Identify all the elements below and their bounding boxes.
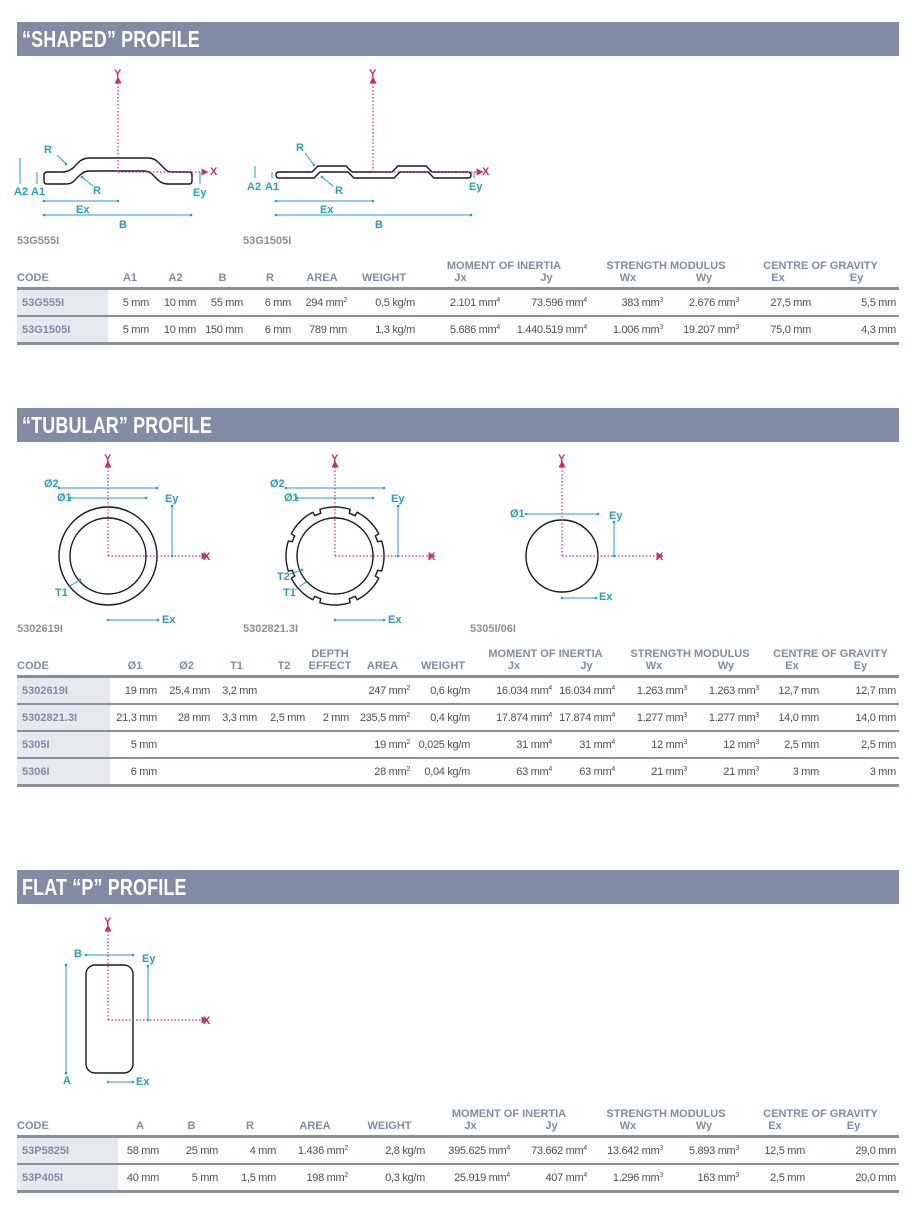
unit-exponent: 2: [343, 296, 347, 304]
cell-wx: 1.263 $mm^3$: [618, 677, 690, 705]
diagram-label: Ø1: [510, 508, 525, 520]
group-header-empty: [108, 260, 152, 272]
column-header-ex: Ex: [742, 1120, 808, 1137]
diagram-label: A2: [14, 186, 29, 198]
column-header-r: R: [246, 272, 294, 289]
group-header-empty: [17, 1108, 118, 1120]
cell-wy: 2.676 $mm^3$: [666, 289, 742, 317]
unit-exponent: 4: [611, 684, 615, 692]
cell-b: 5 mm: [162, 1164, 221, 1192]
diagram-label: Y: [104, 453, 112, 465]
product-code: 5302619I: [17, 677, 110, 705]
flat-profile-shape: [86, 965, 133, 1073]
diagram-label: X: [203, 551, 211, 563]
product-code: 5306I: [17, 758, 110, 786]
cell-t1: 3,2 mm: [213, 677, 260, 705]
column-header-area: AREA: [352, 660, 413, 677]
unit-exponent: 4: [583, 1144, 587, 1152]
cell-t1: [213, 731, 260, 758]
cell-a: 40 mm: [118, 1164, 162, 1192]
diagram-label: Ex: [320, 204, 334, 216]
cell-a2: 10 mm: [152, 289, 199, 317]
cell-a1: 5 mm: [108, 316, 152, 344]
group-header-moment-of-inertia: MOMENT OF INERTIA: [451, 1108, 567, 1120]
column-header-ø2: Ø2: [160, 660, 213, 677]
table-row: [17, 1137, 899, 1165]
column-header-wy: Wy: [666, 272, 742, 289]
table-row: [17, 1164, 899, 1192]
column-header-wx: Wx: [590, 272, 666, 289]
cell-jx: 395.625 $mm^4$: [428, 1137, 513, 1165]
diagram-label: B: [375, 219, 383, 231]
unit-exponent: 3: [735, 1171, 740, 1179]
cell-t1: [213, 758, 260, 786]
cell-weight: 0,025 kg/m: [413, 731, 473, 758]
diagram-label: Ey: [609, 510, 623, 522]
cell-wx: 1.006 $mm^3$: [590, 316, 666, 344]
column-header-jy: Jy: [555, 660, 618, 677]
group-header-strength-modulus: STRENGTH MODULUS: [630, 648, 750, 660]
column-header-weight: WEIGHT: [413, 660, 473, 677]
unit-exponent: 2: [406, 711, 410, 719]
column-header-ey: Ey: [822, 660, 899, 677]
group-header-strength-modulus: STRENGTH MODULUS: [606, 260, 726, 272]
table-row: [17, 677, 899, 705]
column-header-jy: Jy: [513, 1120, 590, 1137]
shaped-profile-table: [17, 260, 899, 345]
cell-jx: 25.919 $mm^4$: [428, 1164, 513, 1192]
unit-exponent: 2: [344, 1171, 348, 1179]
diagram-label: X: [203, 1015, 211, 1027]
diagram-label: 53G1505I: [243, 235, 292, 247]
column-header-code: CODE: [17, 1120, 118, 1137]
unit-exponent: 2: [406, 684, 410, 692]
group-header-empty: [199, 260, 246, 272]
diagram-label: R: [93, 185, 101, 197]
column-header-a: A: [118, 1120, 162, 1137]
unit-exponent: 4: [611, 711, 615, 719]
column-header-r: R: [221, 1120, 279, 1137]
unit-exponent: 4: [496, 323, 500, 331]
diagram-flat-p: [63, 916, 211, 1088]
cell-wx: 12 $mm^3$: [618, 731, 690, 758]
product-code: 53P405I: [17, 1164, 118, 1192]
column-header-ex: Ex: [762, 660, 822, 677]
cell-ø2: 25,4 mm: [160, 677, 213, 705]
column-header-jx: Jx: [428, 1120, 513, 1137]
unit-exponent: 3: [755, 711, 760, 719]
cell-b: 25 mm: [162, 1137, 221, 1165]
unit-exponent: 4: [506, 1144, 510, 1152]
group-header-row: [17, 648, 899, 660]
cell-ø1: 5 mm: [110, 731, 160, 758]
diagram-label: X: [656, 551, 664, 563]
diagram-label: A2: [247, 181, 262, 193]
diagram-label: T2: [277, 571, 290, 583]
cell-ø1: 21,3 mm: [110, 704, 160, 731]
table-row: [17, 731, 899, 758]
section-title: FLAT “P” PROFILE: [22, 874, 187, 900]
cell-weight: 1,3 kg/m: [350, 316, 418, 344]
cell-jy: 63 $mm^4$: [555, 758, 618, 786]
cell-ey: 5,5 mm: [814, 289, 899, 317]
column-header-t1: T1: [213, 660, 260, 677]
diagram-label: B: [119, 219, 127, 231]
column-header-jx: Jx: [473, 660, 555, 677]
cell-wy: 1.263 $mm^3$: [690, 677, 762, 705]
diagram-label: R: [335, 185, 343, 197]
group-header-empty: [413, 648, 473, 660]
cell-wy: 21 $mm^3$: [690, 758, 762, 786]
cell-ex: 27,5 mm: [742, 289, 814, 317]
cell-area: 247 $mm^2$: [352, 677, 413, 705]
column-header-ey: Ey: [808, 1120, 899, 1137]
unit-exponent: 4: [611, 738, 615, 746]
diagram-tubular-5302619I: [17, 453, 211, 635]
table-row: [17, 704, 899, 731]
cell-weight: 0,5 kg/m: [350, 289, 418, 317]
group-header-empty: [351, 1108, 428, 1120]
cell-t2: [260, 731, 308, 758]
cell-r: 6 mm: [246, 316, 294, 344]
cell-t2: [260, 677, 308, 705]
diagram-label: 53G555I: [17, 235, 60, 247]
group-header-empty: [246, 260, 294, 272]
unit-exponent: 2: [344, 1144, 348, 1152]
cell-weight: 0,04 kg/m: [413, 758, 473, 786]
diagram-label: 5305I/06I: [470, 623, 516, 635]
diagram-tubular-5305I-06I: [470, 453, 664, 635]
table-row: [17, 758, 899, 786]
diagram-label: B: [74, 948, 82, 960]
cell-ø1: 6 mm: [110, 758, 160, 786]
cell-ey: 14,0 mm: [822, 704, 899, 731]
cell-jx: 2.101 $mm^4$: [418, 289, 503, 317]
group-header-strength-modulus: STRENGTH MODULUS: [606, 1108, 726, 1120]
diagram-label: Ex: [76, 204, 90, 216]
column-header-b: B: [199, 272, 246, 289]
unit-exponent: 4: [506, 1171, 510, 1179]
cell-jx: 63 $mm^4$: [473, 758, 555, 786]
cell-jx: 5.686 $mm^4$: [418, 316, 503, 344]
cell-a1: 5 mm: [108, 289, 152, 317]
column-header-ey: Ey: [814, 272, 899, 289]
diagram-label: T1: [55, 587, 68, 599]
cell-jx: 17.874 $mm^4$: [473, 704, 555, 731]
cell-ø2: [160, 758, 213, 786]
cell-ex: 12,7 mm: [762, 677, 822, 705]
group-header-row: [17, 1108, 899, 1120]
unit-exponent: 4: [548, 711, 552, 719]
column-header-area: AREA: [279, 1120, 351, 1137]
cell-ex: 12,5 mm: [742, 1137, 808, 1165]
cell-jy: 73.662 $mm^4$: [513, 1137, 590, 1165]
unit-exponent: 4: [583, 296, 587, 304]
cell-effect: [308, 731, 352, 758]
diagram-label: A1: [265, 181, 280, 193]
cell-effect: 2 mm: [308, 704, 352, 731]
cell-wy: 5.893 $mm^3$: [666, 1137, 742, 1165]
column-header-wy: Wy: [690, 660, 762, 677]
unit-exponent: 3: [755, 738, 760, 746]
cell-ø1: 19 mm: [110, 677, 160, 705]
column-header-weight: WEIGHT: [350, 272, 418, 289]
product-code: 53P5825I: [17, 1137, 118, 1165]
column-header-row: [17, 660, 899, 677]
diagram-shaped-53G555I: [14, 68, 218, 247]
diagram-label: Ey: [165, 493, 179, 505]
cell-wy: 1.277 $mm^3$: [690, 704, 762, 731]
product-code: 53G555I: [17, 289, 108, 317]
unit-exponent: 3: [735, 296, 740, 304]
group-header-empty: [118, 1108, 162, 1120]
unit-exponent: 4: [548, 765, 552, 773]
diagram-label: X: [210, 166, 218, 178]
group-header-empty: [17, 648, 110, 660]
cell-weight: 0,4 kg/m: [413, 704, 473, 731]
column-header-a2: A2: [152, 272, 199, 289]
group-header-row: [17, 260, 899, 272]
diagram-label: Ø2: [270, 478, 285, 490]
unit-exponent: 3: [683, 765, 687, 773]
unit-exponent: 3: [659, 1171, 663, 1179]
diagram-label: Ey: [193, 187, 207, 199]
diagram-label: Y: [104, 916, 112, 928]
diagram-label: Ey: [469, 181, 483, 193]
cell-jx: 16.034 $mm^4$: [473, 677, 555, 705]
column-header-wy: Wy: [666, 1120, 742, 1137]
diagram-label: 5302619I: [17, 623, 63, 635]
column-header-b: B: [162, 1120, 221, 1137]
cell-effect: [308, 677, 352, 705]
cell-ey: 3 mm: [822, 758, 899, 786]
cell-weight: 0,6 kg/m: [413, 677, 473, 705]
cell-wy: 163 $mm^3$: [666, 1164, 742, 1192]
group-header-moment-of-inertia: MOMENT OF INERTIA: [446, 260, 562, 272]
diagram-label: A: [63, 1075, 71, 1087]
cell-wx: 21 $mm^3$: [618, 758, 690, 786]
column-header-a1: A1: [108, 272, 152, 289]
column-header-weight: WEIGHT: [351, 1120, 428, 1137]
cell-a2: 10 mm: [152, 316, 199, 344]
diagram-label: Y: [558, 453, 566, 465]
cell-b: 150 mm: [199, 316, 246, 344]
column-header-wx: Wx: [618, 660, 690, 677]
cell-ex: 3 mm: [762, 758, 822, 786]
diagram-label: R: [296, 142, 304, 154]
cell-area: 235,5 $mm^2$: [352, 704, 413, 731]
group-header-centre-of-gravity: CENTRE OF GRAVITY: [763, 260, 878, 272]
cell-wx: 383 $mm^3$: [590, 289, 666, 317]
cell-ø2: [160, 731, 213, 758]
unit-exponent: 2: [406, 765, 410, 773]
section-title: “TUBULAR” PROFILE: [22, 412, 213, 438]
diagram-label: X: [428, 551, 436, 563]
unit-exponent: 3: [683, 711, 687, 719]
cell-jy: 16.034 $mm^4$: [555, 677, 618, 705]
cell-wy: 12 $mm^3$: [690, 731, 762, 758]
cell-wx: 13.642 $mm^3$: [590, 1137, 666, 1165]
diagram-label: Ey: [391, 493, 405, 505]
cell-a: 58 mm: [118, 1137, 162, 1165]
cell-area: 198 $mm^2$: [279, 1164, 351, 1192]
cell-jy: 1.440.519 $mm^4$: [503, 316, 590, 344]
group-header-empty: [152, 260, 199, 272]
column-header-row: [17, 272, 899, 289]
diagram-label: Ex: [388, 614, 402, 626]
diagram-tubular-5302821.3I: [243, 453, 436, 635]
cell-t2: [260, 758, 308, 786]
tubular-profile-table: [17, 648, 899, 787]
diagram-label: X: [482, 166, 490, 178]
diagram-label: Ex: [136, 1076, 150, 1088]
cell-ex: 14,0 mm: [762, 704, 822, 731]
unit-exponent: 4: [548, 684, 552, 692]
column-header-row: [17, 1120, 899, 1137]
cell-ex: 2,5 mm: [742, 1164, 808, 1192]
group-header-empty: [160, 648, 213, 660]
cell-ey: 12,7 mm: [822, 677, 899, 705]
column-header-code: CODE: [17, 272, 108, 289]
product-code: 5302821.3I: [17, 704, 110, 731]
cell-wx: 1.277 $mm^3$: [618, 704, 690, 731]
cell-effect: [308, 758, 352, 786]
group-header-centre-of-gravity: CENTRE OF GRAVITY: [773, 648, 888, 660]
diagram-label: A1: [31, 186, 46, 198]
diagram-label: Y: [369, 68, 377, 80]
column-header-ø1: Ø1: [110, 660, 160, 677]
cell-area: 1.436 $mm^2$: [279, 1137, 351, 1165]
product-code: 53G1505I: [17, 316, 108, 344]
column-header-jy: Jy: [503, 272, 590, 289]
unit-exponent: 3: [683, 738, 687, 746]
unit-exponent: 3: [683, 684, 687, 692]
group-header-empty: [352, 648, 413, 660]
cell-weight: 0,3 kg/m: [351, 1164, 428, 1192]
section-title: “SHAPED” PROFILE: [22, 26, 200, 52]
group-header-empty: [17, 260, 108, 272]
group-header-empty: [162, 1108, 221, 1120]
group-header-empty: [221, 1108, 279, 1120]
diagram-label: T1: [283, 587, 296, 599]
unit-exponent: 4: [548, 738, 552, 746]
cell-jy: 73.596 $mm^4$: [503, 289, 590, 317]
cell-r: 6 mm: [246, 289, 294, 317]
cell-r: 4 mm: [221, 1137, 279, 1165]
unit-exponent: 4: [611, 765, 615, 773]
group-header-centre-of-gravity: CENTRE OF GRAVITY: [763, 1108, 878, 1120]
diagram-shaped-53G1505I: [243, 68, 490, 247]
column-header-ex: Ex: [742, 272, 814, 289]
diagram-label: R: [44, 144, 52, 156]
cell-jy: 17.874 $mm^4$: [555, 704, 618, 731]
unit-exponent: 3: [755, 684, 760, 692]
cell-ex: 2,5 mm: [762, 731, 822, 758]
group-header-empty: [213, 648, 260, 660]
column-header-code: CODE: [17, 660, 110, 677]
unit-exponent: 4: [496, 296, 500, 304]
cell-wy: 19.207 $mm^3$: [666, 316, 742, 344]
cell-ey: 2,5 mm: [822, 731, 899, 758]
group-header-moment-of-inertia: MOMENT OF INERTIA: [488, 648, 603, 660]
diagram-label: Ø1: [57, 492, 72, 504]
cell-jy: 31 $mm^4$: [555, 731, 618, 758]
diagram-label: Y: [114, 68, 122, 80]
column-header-wx: Wx: [590, 1120, 666, 1137]
unit-exponent: 3: [735, 323, 740, 331]
cell-ø2: 28 mm: [160, 704, 213, 731]
group-header-empty: [260, 648, 308, 660]
unit-exponent: 3: [659, 323, 663, 331]
group-header-empty: [110, 648, 160, 660]
diagram-label: Ex: [599, 591, 613, 603]
cell-ey: 29,0 mm: [808, 1137, 899, 1165]
cell-b: 55 mm: [199, 289, 246, 317]
diagram-label: Ø1: [284, 492, 299, 504]
unit-exponent: 4: [583, 1171, 587, 1179]
cell-jy: 407 $mm^4$: [513, 1164, 590, 1192]
cell-area: 789 mm: [294, 316, 350, 344]
column-header-t2: T2: [260, 660, 308, 677]
diagram-label: Y: [331, 453, 339, 465]
cell-r: 1,5 mm: [221, 1164, 279, 1192]
diagram-label: Ey: [142, 953, 156, 965]
cell-jx: 31 $mm^4$: [473, 731, 555, 758]
cell-ey: 20,0 mm: [808, 1164, 899, 1192]
cell-wx: 1.296 $mm^3$: [590, 1164, 666, 1192]
table-row: [17, 316, 899, 344]
cell-area: 19 $mm^2$: [352, 731, 413, 758]
flat-profile-table: [17, 1108, 899, 1193]
unit-exponent: 3: [735, 1144, 740, 1152]
unit-exponent: 2: [406, 738, 410, 746]
cell-t2: 2,5 mm: [260, 704, 308, 731]
cell-weight: 2,8 kg/m: [351, 1137, 428, 1165]
unit-exponent: 3: [659, 296, 663, 304]
unit-exponent: 3: [755, 765, 760, 773]
diagram-label: Ø2: [44, 478, 59, 490]
cell-ex: 75,0 mm: [742, 316, 814, 344]
column-header-jx: Jx: [418, 272, 503, 289]
cell-ey: 4,3 mm: [814, 316, 899, 344]
unit-exponent: 4: [583, 323, 587, 331]
cell-area: 294 $mm^2$: [294, 289, 350, 317]
column-header-area: AREA: [294, 272, 350, 289]
diagram-label: 5302821.3I: [243, 623, 299, 635]
product-code: 5305I: [17, 731, 110, 758]
cell-area: 28 $mm^2$: [352, 758, 413, 786]
group-header-depth: DEPTH: [311, 648, 349, 660]
cell-t1: 3,3 mm: [213, 704, 260, 731]
diagram-label: Ex: [162, 614, 176, 626]
group-header-empty: [294, 260, 350, 272]
table-row: [17, 289, 899, 317]
group-header-empty: [279, 1108, 351, 1120]
column-header-effect: EFFECT: [308, 660, 352, 677]
unit-exponent: 3: [659, 1144, 663, 1152]
group-header-empty: [350, 260, 418, 272]
